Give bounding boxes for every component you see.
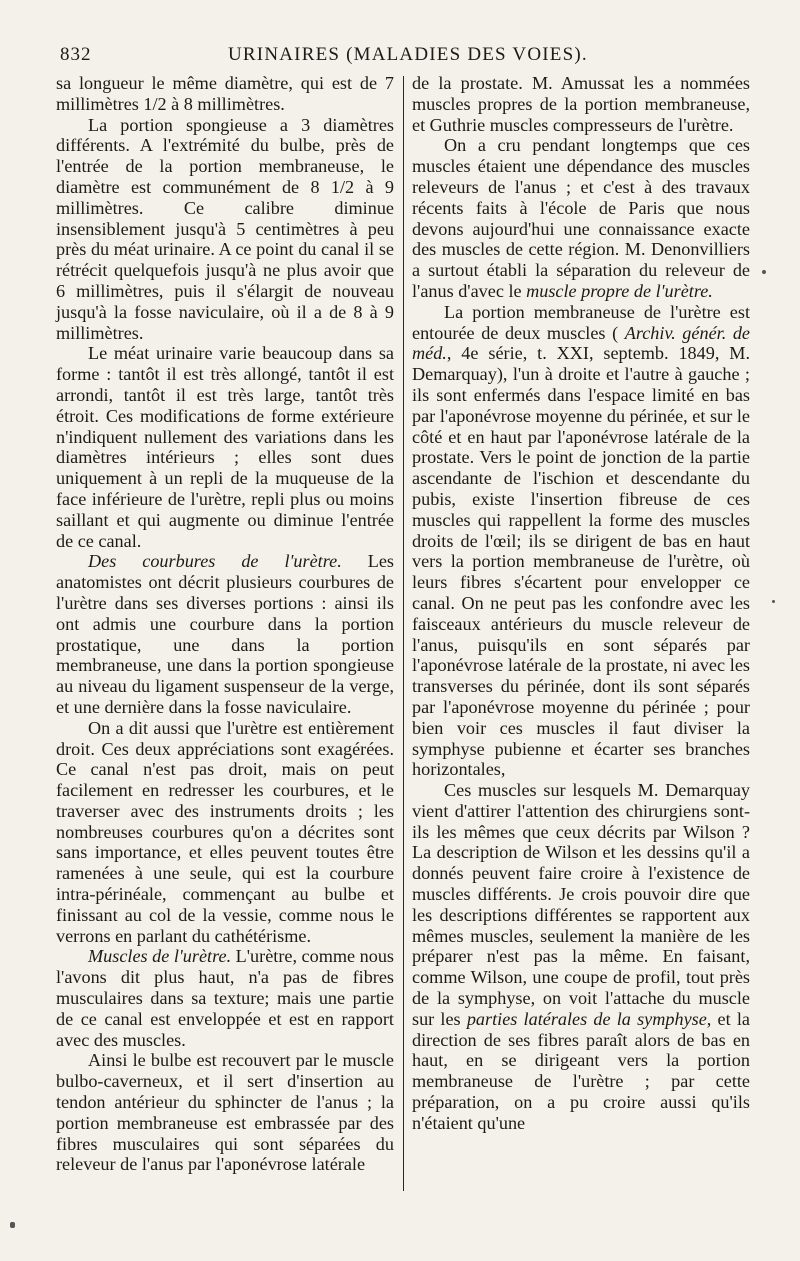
right-paragraph-4-italic: parties latérales de la symphyse [466,1008,707,1029]
left-paragraph-4-text: Les anatomistes ont décrit plusieurs courbures de l'urètre dans ses diverses portions : ainsi ils ont admis une courbure dans la portion prostatique, une dans la portion membraneuse, une dans la portion spongieuse au niveau du ligament suspenseur de la verge, et une dernière dans la fosse naviculaire. [56,551,394,717]
right-paragraph-2-text: On a cru pendant longtemps que ces muscles étaient une dépendance des muscles releveurs de l'anus ; et c'est à des travaux récents faits à l'école de Paris que nous devons aujourd'hui une connaissance exacte des muscles de cette région. M. Denonvilliers a surtout établi la séparation du releveur de l'anus d'avec le [412,135,750,301]
section-heading-courbures: Des courbures de l'urètre. [88,551,342,572]
ink-speck [772,600,775,603]
ink-speck [10,1222,15,1228]
right-paragraph-3-text-a: La portion membraneuse de l'urètre est entourée de deux muscles ( [412,301,750,343]
right-paragraph-4-text-b: , et la direction de ses fibres paraît alors de bas en haut, en se dirigeant vers la portion membraneuse de l'urètre ; par cette préparation, on a pu croire aussi qu'ils n'étaient qu'une [412,1008,750,1133]
right-column [412,73,750,1134]
right-paragraph-2 [412,135,750,301]
left-paragraph-6-text: L'urètre, comme nous l'avons dit plus haut, n'a pas de fibres musculaires dans sa texture; mais une partie de ce canal est enveloppée et est en rapport avec des muscles. [56,946,394,1050]
citation-archiv: Archiv. génér. de méd. [412,322,750,364]
right-paragraph-1: de la prostate. M. Amussat les a nommées muscles propres de la portion membraneuse, et Guthrie muscles compresseurs de l'urètre. [412,73,750,135]
left-paragraph-4 [56,551,394,717]
column-divider [403,76,404,1191]
left-paragraph-6 [56,946,394,1050]
right-paragraph-3-text-b: , 4e série, t. XXI, septemb. 1849, M. Demarquay), l'un à droite et l'autre à gauche ; ils sont enfermés dans l'espace limité en bas par l'aponévrose moyenne du périnée, et sur le côté et en haut par l'aponévrose latérale de la prostate. Vers le point de jonction de la partie ascendante de l'ischion et descendante du pubis, existe l'insertion fibreuse de ces muscles qui rappellent la forme des muscles droits de l'œil; ils se dirigent de bas en haut vers la portion membraneuse de l'urètre, où leurs fibres s'écartent pour envelopper ce canal. On ne peut pas les confondre avec les faisceaux antérieurs du muscle releveur de l'anus, puisqu'ils en sont séparés par l'aponévrose latérale de la prostate, ni avec les transverses du périnée, dont ils sont séparés par l'aponévrose moyenne du périnée ; pour bien voir ces muscles il faut diviser la symphyse pubienne et écarter ses branches horizontales, [412,343,750,780]
right-paragraph-4-text-a: Ces muscles sur lesquels M. Demarquay vient d'attirer l'attention des chirurgiens sont-ils les mêmes que ceux décrits par Wilson ? La description de Wilson et les dessins qu'il a donnés peuvent faire croire à l'existence de muscles différents. Je crois pouvoir dire que les descriptions différentes se rapportent aux mêmes muscles, seulement la manière de les préparer n'est pas la même. En faisant, comme Wilson, une coupe de profil, tout près de la symphyse, on voit l'attache du muscle sur les [412,780,750,1029]
page-header [60,44,750,74]
right-paragraph-2-italic: muscle propre de l'urètre. [526,280,713,301]
right-paragraph-3 [412,302,750,780]
left-paragraph-5: On a dit aussi que l'urètre est entièrement droit. Ces deux appréciations sont exagérées. Ce canal n'est pas droit, mais on peut facilement en redresser les courbures, et le traverser avec des instruments droits ; les nombreuses courbures qu'on a décrites sont sans importance, et elles peuvent toutes être ramenées à une seule, qui est la courbure intra-périnéale, commençant au bulbe et finissant au col de la vessie, comme nous le verrons en parlant du cathétérisme. [56,717,394,946]
left-paragraph-1: sa longueur le même diamètre, qui est de 7 millimètres 1/2 à 8 millimètres. [56,73,394,114]
left-paragraph-7: Ainsi le bulbe est recouvert par le muscle bulbo-caverneux, et il sert d'insertion au tendon antérieur du sphincter de l'anus ; la portion membraneuse est embrassée par des fibres musculaires qui sont séparées du releveur de l'anus par l'aponévrose latérale [56,1050,394,1175]
section-heading-muscles: Muscles de l'urètre. [88,946,232,967]
left-paragraph-3: Le méat urinaire varie beaucoup dans sa forme : tantôt il est très allongé, tantôt il est arrondi, tantôt il est très large, tantôt très étroit. Ces modifications de forme extérieure n'indiquent nullement des variations dans les diamètres intérieurs ; elles sont dues uniquement à un repli de la muqueuse de la face inférieure de l'urètre, repli plus ou moins saillant et qui augmente ou diminue l'entrée de ce canal. [56,343,394,551]
ink-speck [762,270,766,274]
page-number: 832 [60,44,92,65]
right-paragraph-4 [412,780,750,1134]
left-paragraph-2: La portion spongieuse a 3 diamètres différents. A l'extrémité du bulbe, près de l'entrée de la portion membraneuse, le diamètre est communément de 8 1/2 à 9 millimètres. Ce calibre diminue insensiblement jusqu'à 5 centimètres à peu près du méat urinaire. A ce point du canal il se rétrécit quelquefois jusqu'à ne plus avoir que 6 millimètres, puis il s'élargit de nouveau jusqu'à la fosse naviculaire, où il a de 8 à 9 millimètres. [56,114,394,343]
left-column [56,73,394,1175]
running-title: URINAIRES (MALADIES DES VOIES). [228,44,588,65]
